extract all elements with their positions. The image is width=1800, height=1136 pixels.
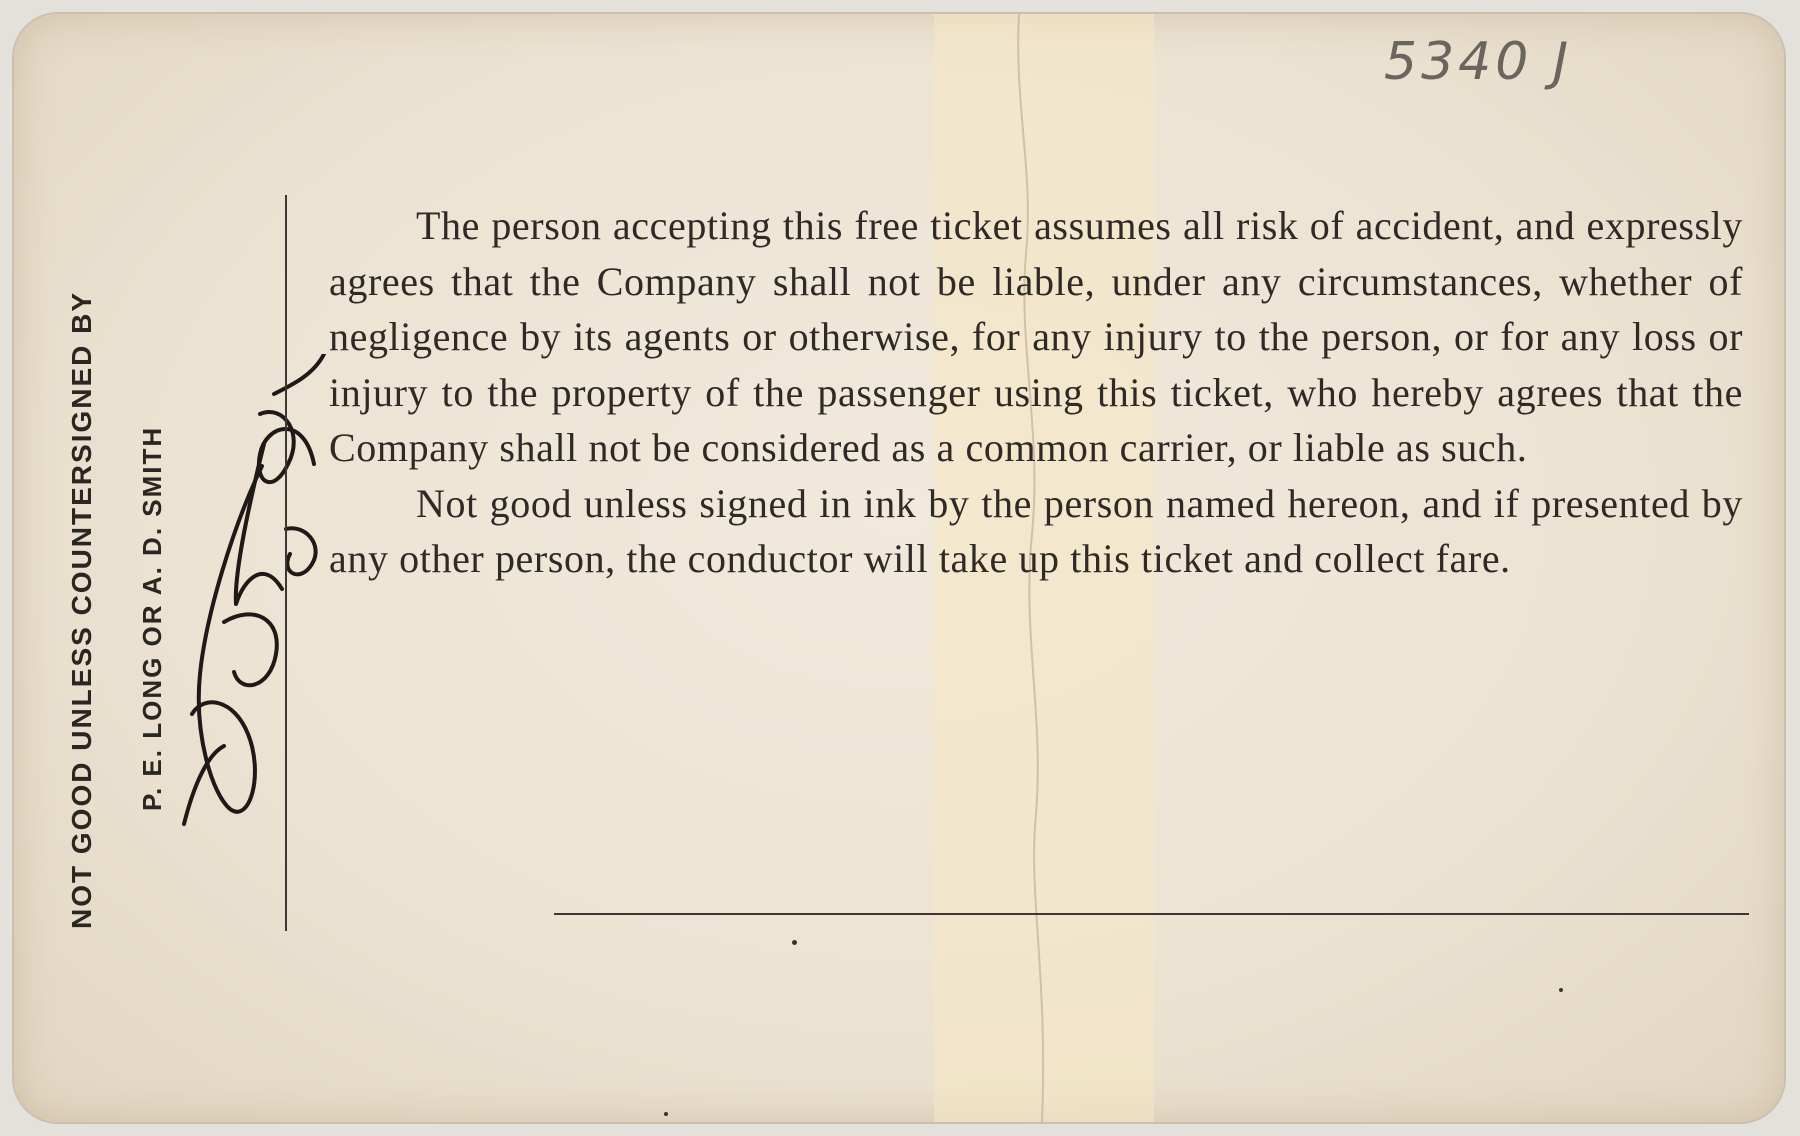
- ticket-terms: [329, 198, 1743, 587]
- ink-speck: [1559, 988, 1563, 992]
- catalog-number: 5340 J: [1384, 32, 1573, 92]
- ticket-card: [14, 14, 1784, 1122]
- handwritten-signature: [164, 354, 344, 844]
- ink-speck: [792, 940, 797, 945]
- divider-line: [285, 195, 287, 931]
- countersign-requirement: NOT GOOD UNLESS COUNTERSIGNED BY: [66, 290, 97, 929]
- signature-line: [554, 913, 1749, 915]
- liability-paragraph: The person accepting this free ticket assumes all risk of accident, and expressly agrees that the Company shall not be liable, under any circumstances, whether of negligence by its agents or otherwise, for any injury to the person, or for any loss or injury to the property of the passenger using this ticket, who hereby agrees that the Company shall not be considered as a common carrier, or liable as such.: [329, 203, 1743, 470]
- ink-speck: [664, 1112, 668, 1116]
- authorized-signers: P. E. LONG OR A. D. SMITH: [137, 425, 167, 811]
- validity-paragraph: Not good unless signed in ink by the person named hereon, and if presented by any other person, the conductor will take up this ticket and collect fare.: [329, 480, 1743, 581]
